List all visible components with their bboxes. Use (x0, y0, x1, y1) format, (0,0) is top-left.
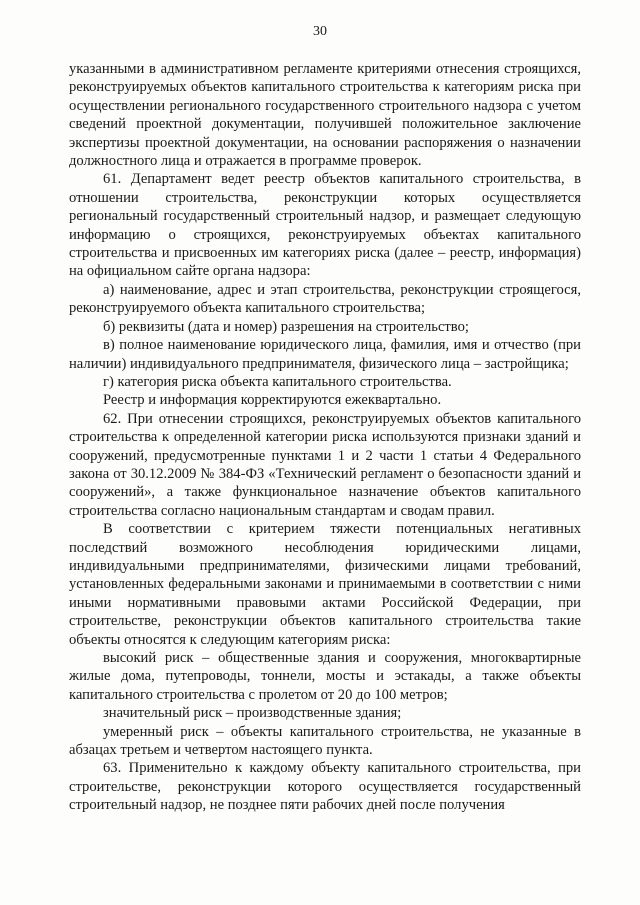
paragraph: высокий риск – общественные здания и сооружения, многоквартирные жилые дома, путепроводы, тоннели, мосты и эстакады, а также объекты капитального строительства с пролетом от 20 до 100 метров; (69, 650, 581, 703)
paragraph: В соответствии с критерием тяжести потенциальных негативных последствий возможного несоблюдения юридическими лицами, индивидуальными предпринимателями, физическими лицами требований, установленных федеральными законами и принимаемыми в соответствии с ними иными нормативными правовыми актами Российской Федерации, при строительстве, реконструкции объектов капитального строительства такие объекты относятся к следующим категориям риска: (69, 521, 581, 648)
paragraph: значительный риск – производственные здания; (103, 705, 402, 722)
page-number: 30 (313, 24, 327, 39)
paragraph: б) реквизиты (дата и номер) разрешения на строительство; (103, 318, 469, 335)
paragraph: г) категория риска объекта капитального строительства. (103, 373, 452, 390)
paragraph: 62. При отнесении строящихся, реконструируемых объектов капитального строительства к определенной категории риска используются признаки зданий и сооружений, предусмотренные пунктами 1 и 2 части 1 статьи 4 Федерального закона от 30.12.2009 № 384-ФЗ «Технический регламент о безопасности зданий и сооружений», а также функциональное назначение объектов капитального строительства согласно национальным стандартам и сводам правил. (69, 410, 581, 519)
document-body (69, 60, 581, 815)
paragraph: 63. Применительно к каждому объекту капитального строительства, при строительстве, реконструкции которого осуществляется государственный строительный надзор, не позднее пяти рабочих дней после получения (69, 760, 581, 814)
paragraph: 61. Департамент ведет реестр объектов капитального строительства, в отношении строительства, реконструкции которых осуществляется региональный государственный строительный надзор, и размещает следующую информацию о строящихся, реконструируемых объектах капитального строительства и присвоенных им категориях риска (далее – реестр, информация) на официальном сайте органа надзора: (69, 171, 581, 280)
paragraph: указанными в административном регламенте критериями отнесения строящихся, реконструируемых объектов капитального строительства к категориям риска при осуществлении регионального государственного строительного надзора с учетом сведений проектной документации, получившей положительное заключение экспертизы проектной документации, на основании распоряжения о назначении должностного лица и отражается в программе проверок. (69, 61, 581, 170)
paragraph: умеренный риск – объекты капитального строительства, не указанные в абзацах третьем и четвертом настоящего пункта. (69, 723, 581, 759)
paragraph: а) наименование, адрес и этап строительства, реконструкции строящегося, реконструируемого объекта капитального строительства; (69, 281, 581, 317)
paragraph: в) полное наименование юридического лица, фамилия, имя и отчество (при наличии) индивидуального предпринимателя, физического лица – застройщика; (69, 337, 581, 372)
paragraph: Реестр и информация корректируются ежеквартально. (103, 392, 442, 409)
